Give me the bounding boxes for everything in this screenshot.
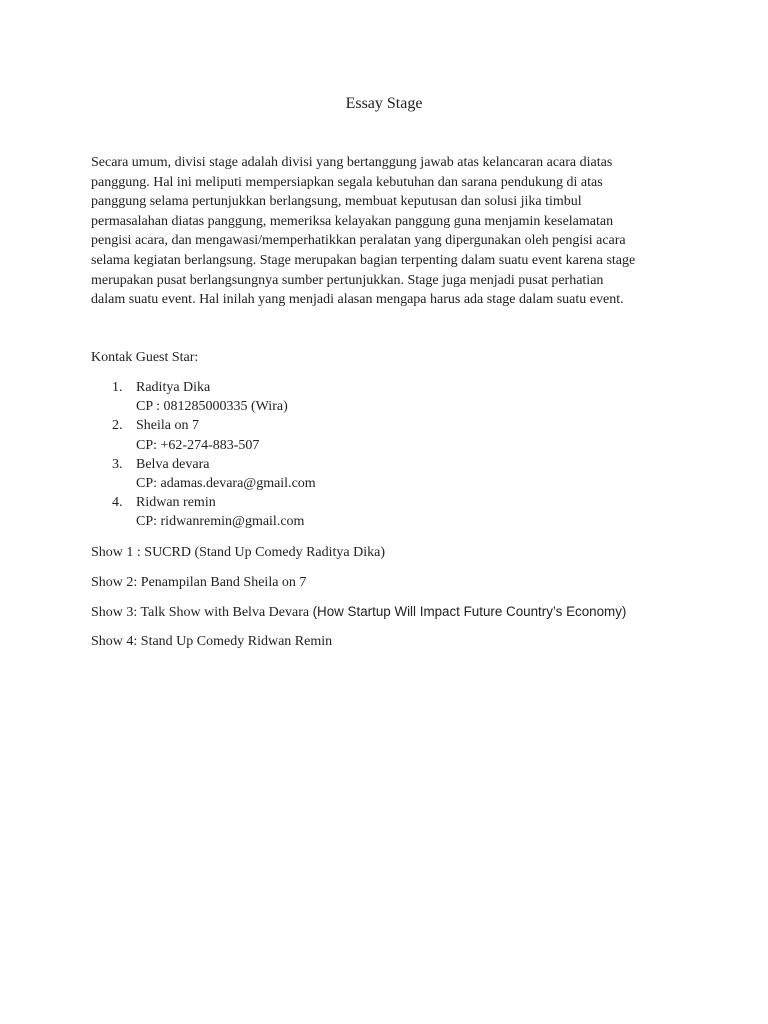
show-text: Show 2: Penampilan Band Sheila on 7 (91, 574, 307, 590)
contact-name: Ridwan remin (136, 495, 216, 511)
show-line (91, 573, 626, 603)
contact-person: CP: +62-274-883-507 (136, 437, 260, 453)
show-line (91, 602, 626, 632)
list-number: 4. (112, 495, 123, 511)
contact-name: Sheila on 7 (136, 418, 199, 434)
show-line (91, 632, 626, 662)
contact-item (91, 455, 316, 493)
show-line (91, 543, 626, 573)
show-text: Show 3: Talk Show with Belva Devara (91, 605, 313, 620)
document-title: Essay Stage (345, 95, 423, 112)
show-topic: (How Startup Will Impact Future Country’s Economy) (312, 604, 627, 619)
show-text: Show 1 : SUCRD (Stand Up Comedy Raditya Dika) (91, 545, 385, 560)
essay-line: permasalahan diatas panggung, memeriksa kelayakan panggung guna menjamin keselamatan (91, 213, 614, 229)
contact-name: Belva devara (136, 456, 210, 472)
contact-name: Raditya Dika (136, 380, 211, 395)
shows-section (91, 543, 626, 661)
contact-item (91, 493, 316, 531)
list-number: 3. (112, 456, 123, 472)
contact-person: CP : 081285000335 (Wira) (136, 399, 288, 415)
essay-line: dalam suatu event. Hal inilah yang menjadi alasan mengapa harus ada stage dalam suatu event. (91, 292, 624, 308)
list-number: 2. (112, 418, 123, 434)
contact-person: CP: adamas.devara@gmail.com (136, 476, 316, 492)
essay-line: panggung. Hal ini meliputi mempersiapkan segala kebutuhan dan sarana pendukung di atas (91, 174, 603, 190)
essay-line: Secara umum, divisi stage adalah divisi yang bertanggung jawab atas kelancaran acara diatas (91, 155, 613, 170)
essay-paragraph (91, 153, 681, 310)
contact-person: CP: ridwanremin@gmail.com (136, 514, 305, 530)
essay-line: pengisi acara, dan mengawasi/memperhatikkan peralatan yang dipergunakan oleh pengisi acara (91, 233, 626, 249)
contacts-list (91, 378, 316, 532)
contact-item (91, 378, 316, 416)
contacts-heading: Kontak Guest Star: (91, 350, 199, 365)
essay-line: merupakan pusat berlangsungnya sumber pertunjukkan. Stage juga menjadi pusat perhatian (91, 272, 604, 288)
essay-line: selama kegiatan berlangsung. Stage merupakan bagian terpenting dalam suatu event karena stage (91, 252, 636, 268)
essay-line: panggung selama pertunjukkan berlangsung, membuat keputusan dan solusi jika timbul (91, 194, 582, 210)
show-text: Show 4: Stand Up Comedy Ridwan Remin (91, 633, 333, 649)
list-number: 1. (112, 380, 123, 395)
contact-item (91, 416, 316, 454)
